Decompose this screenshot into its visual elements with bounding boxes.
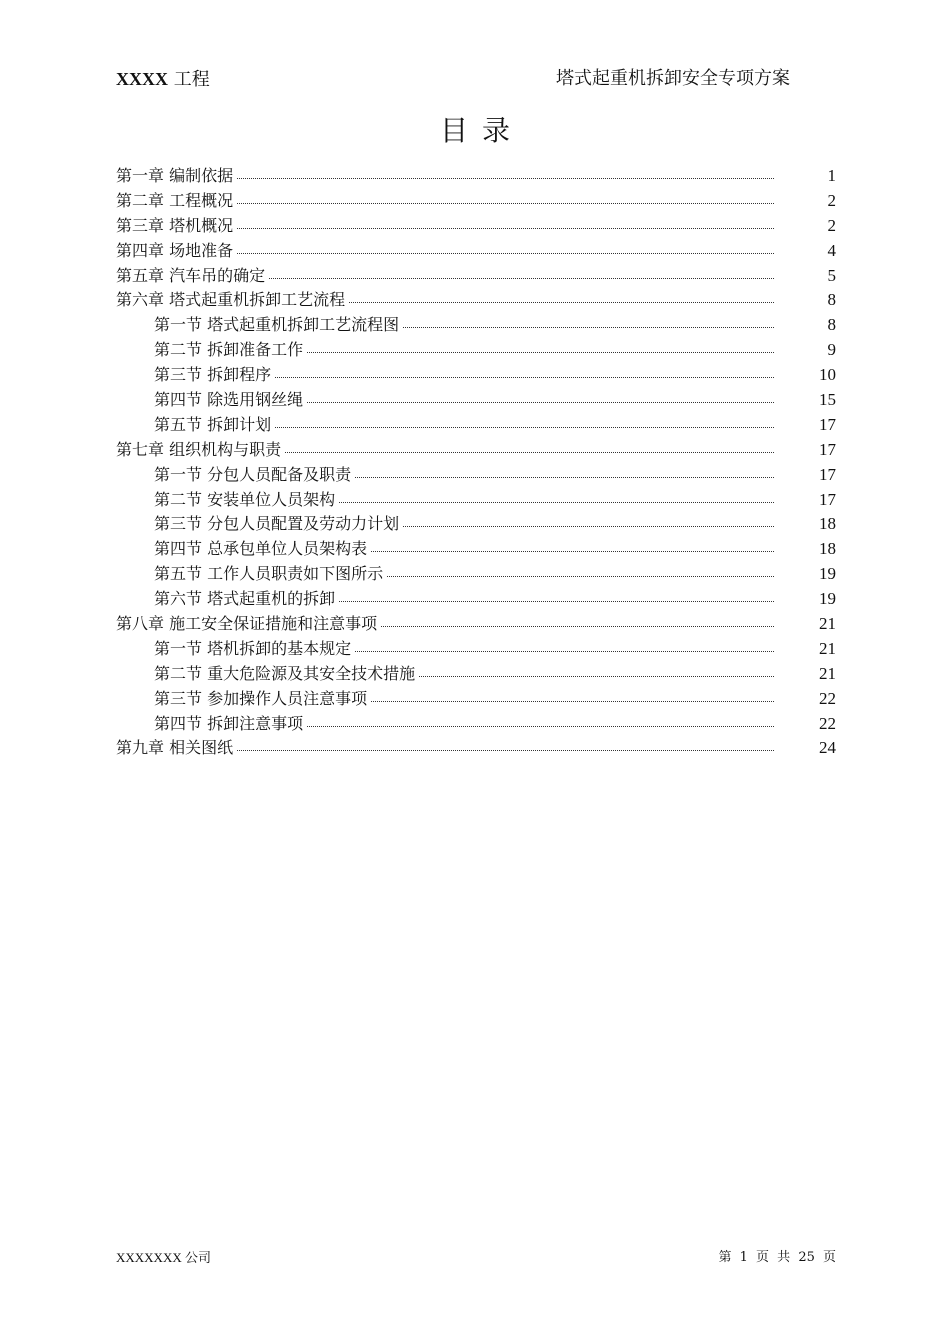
toc-title: 目录 <box>439 114 524 147</box>
toc-entry-label: 第四节 总承包单位人员架构表 <box>154 537 369 562</box>
toc-entry[interactable] <box>116 164 836 189</box>
toc-entry[interactable] <box>116 612 836 637</box>
toc-entry-label: 第三节 分包人员配置及劳动力计划 <box>154 512 401 537</box>
toc-entry[interactable] <box>116 512 836 537</box>
toc-entry[interactable] <box>116 463 836 488</box>
toc-entry[interactable] <box>116 736 836 761</box>
toc-entry-page: 9 <box>827 340 836 360</box>
toc-entry[interactable] <box>116 438 836 463</box>
toc-entry[interactable] <box>116 413 836 438</box>
toc-leader-dots <box>307 402 774 403</box>
page-footer <box>116 1248 836 1268</box>
toc-entry-page: 21 <box>819 638 836 658</box>
toc-entry-page: 2 <box>827 190 836 210</box>
toc-entry-page: 18 <box>819 514 836 534</box>
toc-entry-page: 17 <box>819 414 836 434</box>
header-project-word: 工程 <box>173 69 210 90</box>
toc-leader-dots <box>275 377 774 378</box>
toc-entry-page: 1 <box>827 166 836 185</box>
toc-entry-page: 24 <box>819 738 836 758</box>
footer-company <box>116 1248 211 1269</box>
toc-entry-page: 17 <box>819 489 836 509</box>
toc-leader-dots <box>275 427 774 428</box>
toc-entry-page: 17 <box>819 439 836 459</box>
toc-entry-label: 第二章 工程概况 <box>116 189 235 214</box>
toc-entry-page: 22 <box>819 688 836 708</box>
toc-leader-dots <box>355 477 774 478</box>
toc-entry[interactable] <box>116 587 836 612</box>
toc-entry-label: 第二节 拆卸准备工作 <box>154 338 305 363</box>
toc-entry-label: 第五节 拆卸计划 <box>154 413 273 438</box>
toc-leader-dots <box>339 502 774 503</box>
toc-entry-label: 第八章 施工安全保证措施和注意事项 <box>116 612 379 637</box>
toc-entry[interactable] <box>116 537 836 562</box>
toc-leader-dots <box>237 253 774 254</box>
toc-entry-label: 第一章 编制依据 <box>116 164 235 189</box>
toc-leader-dots <box>371 701 774 702</box>
toc-entry-label: 第六章 塔式起重机拆卸工艺流程 <box>116 288 347 313</box>
toc-entry-label: 第二节 重大危险源及其安全技术措施 <box>154 662 417 687</box>
toc-leader-dots <box>285 452 774 453</box>
toc-leader-dots <box>307 726 774 727</box>
toc-entry[interactable] <box>116 662 836 687</box>
toc-entry-page: 17 <box>819 464 836 484</box>
toc-entry-page: 8 <box>827 315 836 335</box>
toc-entry-label: 第五章 汽车吊的确定 <box>116 264 267 289</box>
toc-entry[interactable] <box>116 712 836 737</box>
toc-entry-page: 5 <box>827 265 836 285</box>
toc-leader-dots <box>269 278 774 279</box>
toc-entry-page: 10 <box>819 365 836 385</box>
toc-leader-dots <box>307 352 774 353</box>
toc-entry-page: 8 <box>827 290 836 310</box>
toc-entry-page: 21 <box>819 663 836 683</box>
toc-entry-label: 第七章 组织机构与职责 <box>116 438 283 463</box>
toc-entry[interactable] <box>116 562 836 587</box>
toc-entry-label: 第九章 相关图纸 <box>116 736 235 761</box>
footer-page-number: 第 1 页 共 25 页 <box>718 1250 836 1265</box>
toc-entry[interactable] <box>116 687 836 712</box>
toc-entry[interactable] <box>116 313 836 338</box>
toc-entry-label: 第四节 拆卸注意事项 <box>154 712 305 737</box>
toc-entry-label: 第一节 塔机拆卸的基本规定 <box>154 637 353 662</box>
toc-entry[interactable] <box>116 189 836 214</box>
toc-leader-dots <box>403 526 774 527</box>
toc-leader-dots <box>403 327 774 328</box>
toc-entry-label: 第一节 塔式起重机拆卸工艺流程图 <box>154 313 401 338</box>
toc-entry-label: 第四节 除选用钢丝绳 <box>154 388 305 413</box>
toc-entry-label: 第三节 拆卸程序 <box>154 363 273 388</box>
header-doc-title: 塔式起重机拆卸安全专项方案 <box>556 68 790 89</box>
toc-leader-dots <box>381 626 774 627</box>
toc-entry-page: 15 <box>819 390 836 410</box>
toc-leader-dots <box>371 551 774 552</box>
toc-entry[interactable] <box>116 363 836 388</box>
table-of-contents <box>116 164 836 761</box>
toc-leader-dots <box>419 676 774 677</box>
toc-entry[interactable] <box>116 338 836 363</box>
header-project-code: XXXX <box>116 69 168 89</box>
page-header <box>116 66 836 92</box>
toc-entry-label: 第三章 塔机概况 <box>116 214 235 239</box>
toc-entry[interactable] <box>116 239 836 264</box>
toc-leader-dots <box>237 750 774 751</box>
toc-entry-page: 19 <box>819 564 836 584</box>
toc-entry-page: 18 <box>819 539 836 559</box>
header-project <box>116 66 210 93</box>
toc-entry-page: 4 <box>827 240 836 260</box>
toc-leader-dots <box>237 178 774 179</box>
footer-company-word: 公司 <box>184 1251 211 1266</box>
toc-leader-dots <box>349 302 774 303</box>
toc-leader-dots <box>387 576 774 577</box>
toc-entry-label: 第六节 塔式起重机的拆卸 <box>154 587 337 612</box>
toc-entry[interactable] <box>116 488 836 513</box>
toc-leader-dots <box>339 601 774 602</box>
toc-leader-dots <box>237 203 774 204</box>
toc-entry[interactable] <box>116 264 836 289</box>
footer-company-code: XXXXXXX <box>116 1250 182 1265</box>
toc-entry[interactable] <box>116 637 836 662</box>
toc-entry-label: 第四章 场地准备 <box>116 239 235 264</box>
toc-entry-page: 2 <box>827 215 836 235</box>
toc-entry-page: 22 <box>819 713 836 733</box>
toc-leader-dots <box>237 228 774 229</box>
toc-entry[interactable] <box>116 214 836 239</box>
toc-leader-dots <box>355 651 774 652</box>
toc-entry-label: 第五节 工作人员职责如下图所示 <box>154 562 385 587</box>
toc-entry-label: 第三节 参加操作人员注意事项 <box>154 687 369 712</box>
toc-entry[interactable] <box>116 288 836 313</box>
toc-entry-label: 第二节 安装单位人员架构 <box>154 488 337 513</box>
toc-entry[interactable] <box>116 388 836 413</box>
toc-entry-page: 19 <box>819 589 836 609</box>
toc-entry-page: 21 <box>819 614 836 634</box>
toc-entry-label: 第一节 分包人员配备及职责 <box>154 463 353 488</box>
